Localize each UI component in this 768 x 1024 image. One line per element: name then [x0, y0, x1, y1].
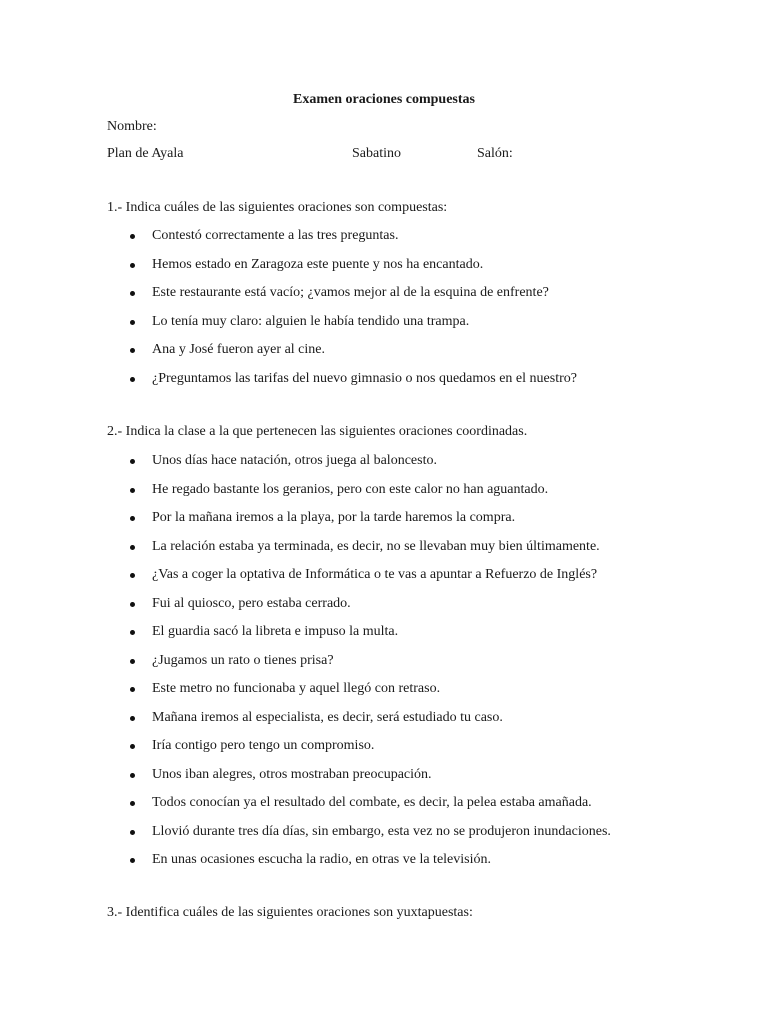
bullet-icon — [130, 516, 135, 521]
bullet-icon — [130, 488, 135, 493]
list-item: Mañana iremos al especialista, es decir, será estudiado tu caso. — [126, 710, 746, 739]
section-1-heading: 1.- Indica cuáles de las siguientes oraciones son compuestas: — [107, 200, 448, 215]
school-name: Plan de Ayala — [107, 146, 184, 161]
room-label: Salón: — [477, 146, 513, 161]
bullet-icon — [130, 602, 135, 607]
bullet-icon — [130, 545, 135, 550]
nombre-label: Nombre: — [107, 119, 157, 134]
bullet-icon — [130, 744, 135, 749]
list-item: Unos iban alegres, otros mostraban preocupación. — [126, 767, 746, 796]
bullet-icon — [130, 630, 135, 635]
bullet-icon — [130, 659, 135, 664]
bullet-icon — [130, 263, 135, 268]
list-item: Este metro no funcionaba y aquel llegó con retraso. — [126, 681, 746, 710]
bullet-icon — [130, 716, 135, 721]
bullet-icon — [130, 801, 135, 806]
bullet-icon — [130, 687, 135, 692]
bullet-icon — [130, 377, 135, 382]
list-item: He regado bastante los geranios, pero con este calor no han aguantado. — [126, 482, 746, 511]
section-1-list — [126, 228, 746, 399]
shift-name: Sabatino — [352, 146, 401, 161]
list-item: Contestó correctamente a las tres preguntas. — [126, 228, 746, 257]
bullet-icon — [130, 830, 135, 835]
list-item: Llovió durante tres día días, sin embargo, esta vez no se produjeron inundaciones. — [126, 824, 746, 853]
list-item: Este restaurante está vacío; ¿vamos mejor al de la esquina de enfrente? — [126, 285, 746, 314]
exam-title: Examen oraciones compuestas — [293, 92, 475, 107]
section-2-heading: 2.- Indica la clase a la que pertenecen las siguientes oraciones coordinadas. — [107, 424, 528, 439]
bullet-icon — [130, 773, 135, 778]
bullet-icon — [130, 291, 135, 296]
list-item: Lo tenía muy claro: alguien le había tendido una trampa. — [126, 314, 746, 343]
bullet-icon — [130, 234, 135, 239]
bullet-icon — [130, 320, 135, 325]
list-item: Ana y José fueron ayer al cine. — [126, 342, 746, 371]
list-item: ¿Jugamos un rato o tienes prisa? — [126, 653, 746, 682]
list-item: ¿Preguntamos las tarifas del nuevo gimnasio o nos quedamos en el nuestro? — [126, 371, 746, 400]
list-item: Iría contigo pero tengo un compromiso. — [126, 738, 746, 767]
meta-row — [107, 146, 707, 166]
list-item: Todos conocían ya el resultado del combate, es decir, la pelea estaba amañada. — [126, 795, 746, 824]
list-item: Unos días hace natación, otros juega al baloncesto. — [126, 453, 746, 482]
bullet-icon — [130, 348, 135, 353]
list-item: El guardia sacó la libreta e impuso la multa. — [126, 624, 746, 653]
bullet-icon — [130, 573, 135, 578]
list-item: Fui al quiosco, pero estaba cerrado. — [126, 596, 746, 625]
bullet-icon — [130, 459, 135, 464]
list-item: Por la mañana iremos a la playa, por la tarde haremos la compra. — [126, 510, 746, 539]
list-item: Hemos estado en Zaragoza este puente y nos ha encantado. — [126, 257, 746, 286]
section-2-list — [126, 453, 746, 881]
list-item: La relación estaba ya terminada, es decir, no se llevaban muy bien últimamente. — [126, 539, 746, 568]
bullet-icon — [130, 858, 135, 863]
section-3-heading: 3.- Identifica cuáles de las siguientes oraciones son yuxtapuestas: — [107, 905, 473, 920]
list-item: ¿Vas a coger la optativa de Informática o te vas a apuntar a Refuerzo de Inglés? — [126, 567, 746, 596]
list-item: En unas ocasiones escucha la radio, en otras ve la televisión. — [126, 852, 746, 881]
